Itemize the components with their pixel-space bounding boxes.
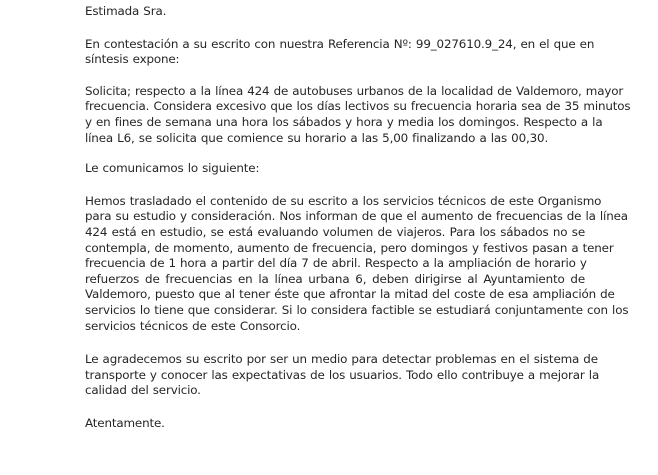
communication-intro bbox=[85, 161, 585, 177]
request-line: línea L6, se solicita que comience su horario a las 5,00 finalizando a las 00,30. bbox=[85, 130, 549, 145]
thanks-paragraph bbox=[85, 352, 600, 399]
request-line: frecuencia. Considera excesivo que los días lectivos su frecuencia horaria sea de 35 minutos bbox=[85, 99, 631, 114]
greeting bbox=[85, 4, 585, 20]
thanks-line: calidad del servicio. bbox=[85, 383, 201, 398]
request-paragraph bbox=[85, 83, 631, 146]
main-line: para su estudio y consideración. Nos informan de que el aumento de frecuencias de la línea bbox=[85, 209, 628, 224]
closing bbox=[85, 416, 585, 432]
closing-text: Atentamente. bbox=[85, 415, 165, 430]
request-line: y en fines de semana una hora los sábados y hora y media los domingos. Respecto a la bbox=[85, 114, 603, 129]
main-line: Valdemoro, puesto que al tener éste que afrontar la mitad del coste de esa ampliación de bbox=[85, 287, 615, 302]
main-line: 424 está en estudio, se está evaluando volumen de viajeros. Para los sábados no se bbox=[85, 224, 585, 239]
main-line: servicios lo tiene que considerar. Si lo considera factible se estudiará conjuntamente con los bbox=[85, 302, 629, 317]
main-line: Hemos trasladado el contenido de su escrito a los servicios técnicos de este Organismo bbox=[85, 193, 602, 208]
reference-line: síntesis expone: bbox=[85, 52, 180, 67]
main-line: servicios técnicos de este Consorcio. bbox=[85, 318, 301, 333]
main-line: refuerzos de frecuencias en la línea urbana 6, deben dirigirse al Ayuntamiento de bbox=[85, 271, 585, 286]
main-paragraph bbox=[85, 193, 629, 334]
request-line: Solicita; respecto a la línea 424 de autobuses urbanos de la localidad de Valdemoro, mayor bbox=[85, 83, 624, 98]
main-line: frecuencia de 1 hora a partir del día 7 de abril. Respecto a la ampliación de horario y bbox=[85, 256, 587, 271]
thanks-line: transporte y conocer las expectativas de los usuarios. Todo ello contribuye a mejorar la bbox=[85, 367, 600, 382]
greeting-text: Estimada Sra. bbox=[85, 4, 167, 18]
reference-paragraph bbox=[85, 36, 595, 68]
thanks-line: Le agradecemos su escrito por ser un medio para detectar problemas en el sistema de bbox=[85, 352, 598, 367]
reference-line: En contestación a su escrito con nuestra Referencia Nº: 99_027610.9_24, en el que en bbox=[85, 36, 595, 51]
communication-intro-text: Le comunicamos lo siguiente: bbox=[85, 161, 260, 176]
main-line: contempla, de momento, aumento de frecuencia, pero domingos y festivos pasan a tener bbox=[85, 240, 614, 255]
letter-body bbox=[85, 4, 631, 447]
